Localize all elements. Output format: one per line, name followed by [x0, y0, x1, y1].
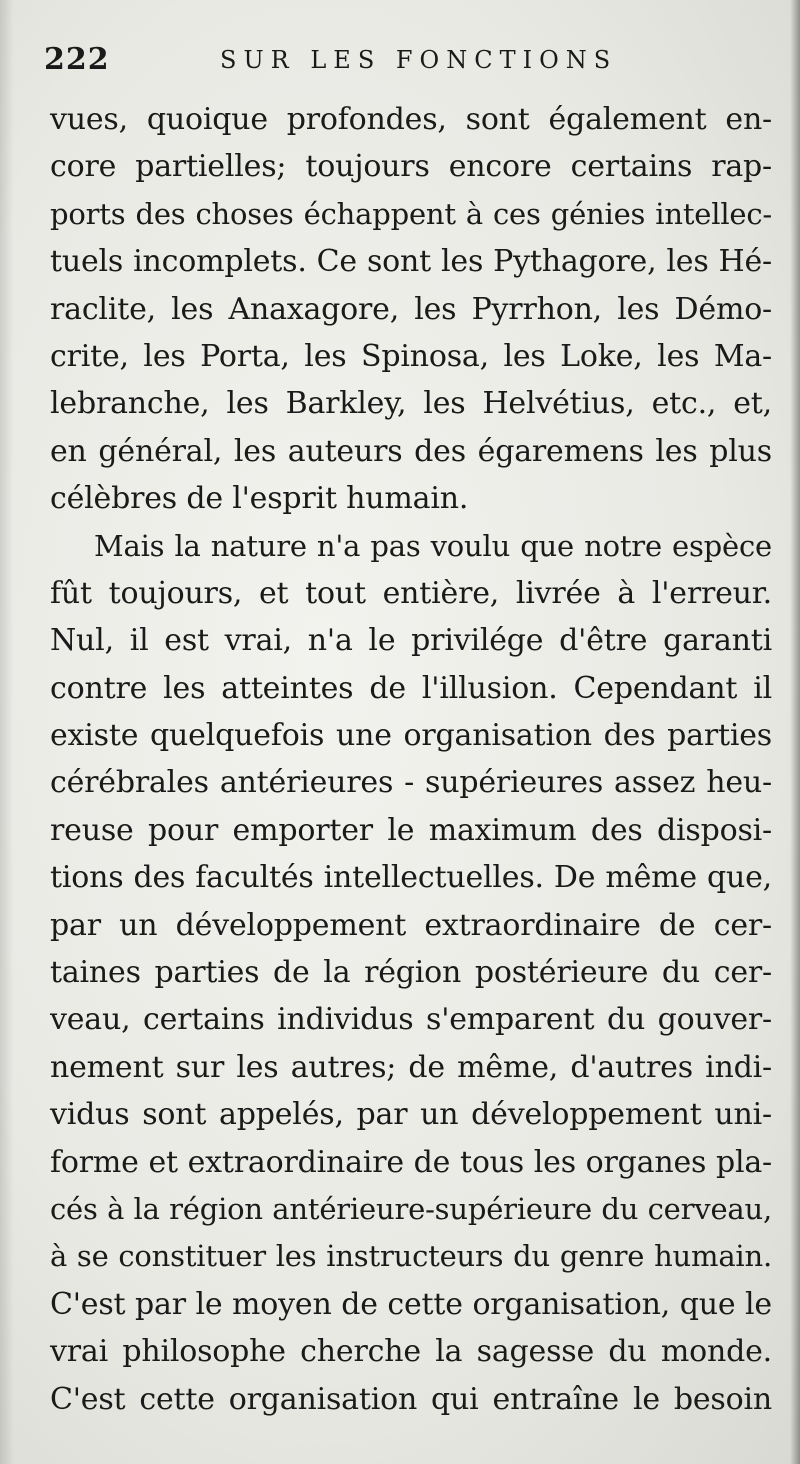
text-line: tuels incomplets. Ce sont les Pythagore, les Hé-: [50, 244, 772, 280]
text-line: nement sur les autres; de même, d'autres indi-: [50, 1049, 772, 1085]
text-line: par un développement extraordinaire de cer-: [50, 907, 772, 943]
gutter-shadow: [790, 0, 800, 1464]
text-line: veau, certains individus s'emparent du gouver-: [50, 1002, 772, 1038]
text-line: à se constituer les instructeurs du genre humain.: [50, 1239, 772, 1274]
text-line: taines parties de la région postérieure du cer-: [50, 955, 772, 991]
text-line: crite, les Porta, les Spinosa, les Loke, les Ma-: [50, 338, 772, 374]
text-line: fût toujours, et tout entière, livrée à l'erreur.: [50, 575, 772, 611]
paragraph-1: [50, 96, 772, 523]
text-line: core partielles; toujours encore certains rap-: [50, 149, 772, 185]
text-line: C'est par le moyen de cette organisation, que le: [50, 1286, 772, 1322]
text-line: cérébrales antérieures - supérieures assez heu-: [50, 765, 772, 801]
text-line: vrai philosophe cherche la sagesse du monde.: [50, 1334, 772, 1370]
text-line: ports des choses échappent à ces génies intellec-: [50, 196, 772, 231]
text-line: tions des facultés intellectuelles. De même que,: [50, 860, 772, 896]
page-number: 222: [44, 42, 110, 77]
text-line: lebranche, les Barkley, les Helvétius, etc., et,: [50, 386, 772, 422]
running-head: SUR LES FONCTIONS: [220, 46, 618, 74]
text-line: contre les atteintes de l'illusion. Cependant il: [50, 670, 772, 706]
text-line: raclite, les Anaxagore, les Pyrrhon, les Démo-: [50, 291, 772, 327]
page-edge-shadow: [0, 0, 14, 1464]
text-line: existe quelquefois une organisation des parties: [50, 718, 772, 754]
text-line: Mais la nature n'a pas voulu que notre espèce: [94, 528, 772, 563]
text-line: Nul, il est vrai, n'a le privilége d'être garanti: [50, 623, 772, 659]
text-line: célèbres de l'esprit humain.: [50, 481, 469, 517]
body-text: [50, 96, 772, 1423]
text-line: C'est cette organisation qui entraîne le besoin: [50, 1381, 772, 1417]
text-line: forme et extraordinaire de tous les organes pla-: [50, 1144, 772, 1180]
text-line: cés à la région antérieure-supérieure du cerveau,: [50, 1191, 772, 1226]
text-line: vidus sont appelés, par un développement uni-: [50, 1097, 772, 1133]
page-header: [44, 42, 784, 82]
text-line: reuse pour emporter le maximum des disposi-: [50, 812, 772, 848]
text-line: en général, les auteurs des égaremens les plus: [50, 433, 772, 469]
text-line: vues, quoique profondes, sont également en-: [50, 102, 772, 137]
paragraph-2: [50, 523, 772, 1423]
